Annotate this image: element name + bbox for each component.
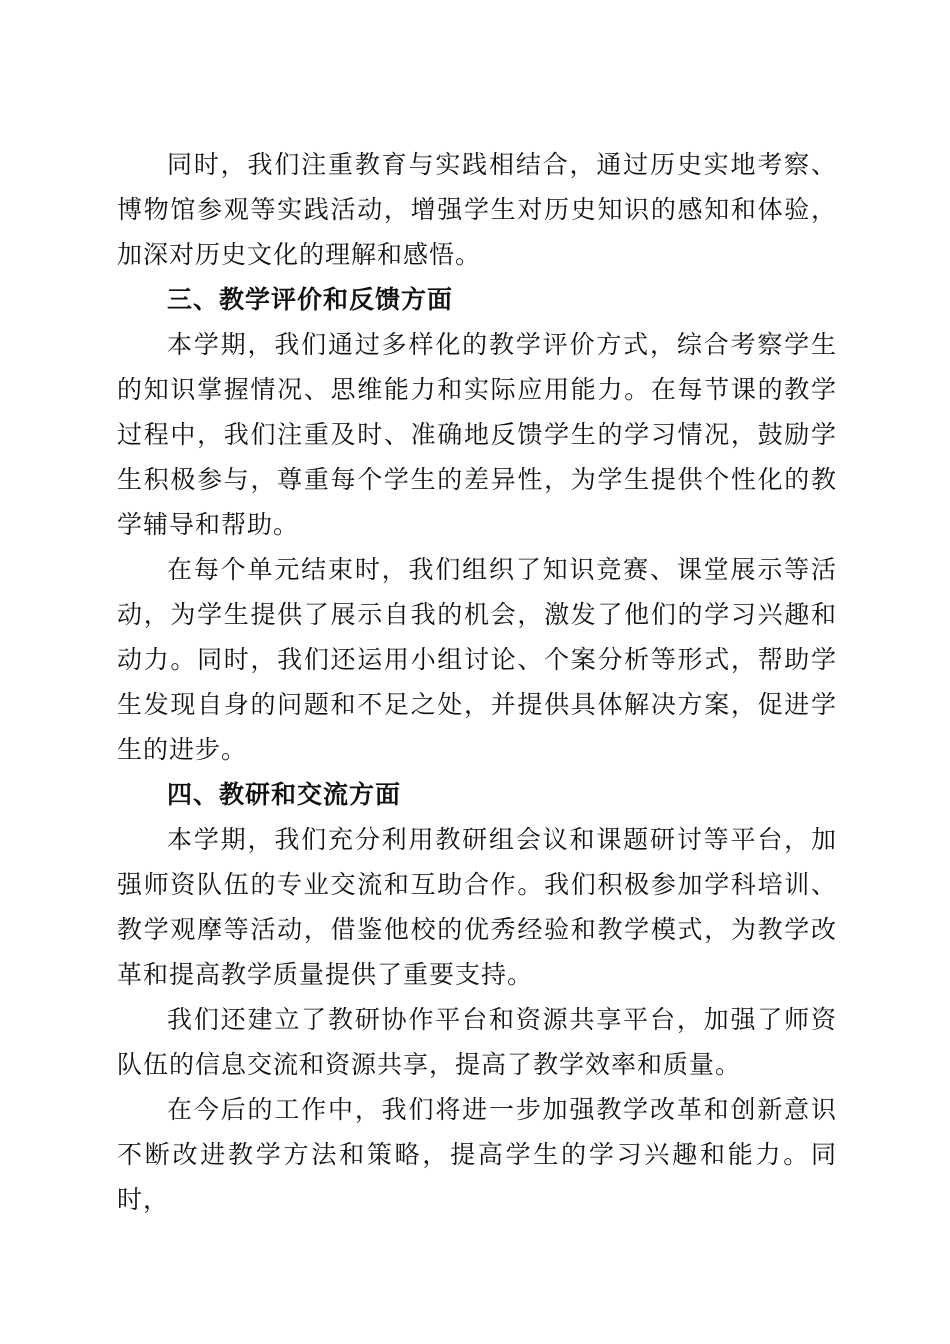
paragraph-practice-combination: 同时，我们注重教育与实践相结合，通过历史实地考察、博物馆参观等实践活动，增强学生对历史知识的感知和体验，加深对历史文化的理解和感悟。: [117, 150, 837, 269]
paragraph-evaluation-methods: 本学期，我们通过多样化的教学评价方式，综合考察学生的知识掌握情况、思维能力和实际应用能力。在每节课的教学过程中，我们注重及时、准确地反馈学生的学习情况，鼓励学生积极参与，尊重每个学生的差异性，为学生提供个性化的教学辅导和帮助。: [117, 330, 837, 539]
paragraph-unit-activities: 在每个单元结束时，我们组织了知识竞赛、课堂展示等活动，为学生提供了展示自我的机会，激发了他们的学习兴趣和动力。同时，我们还运用小组讨论、个案分析等形式，帮助学生发现自身的问题和不足之处，并提供具体解决方案，促进学生的进步。: [117, 555, 837, 764]
paragraph-future-work: 在今后的工作中，我们将进一步加强教学改革和创新意识不断改进教学方法和策略，提高学生的学习兴趣和能力。同时，: [117, 1095, 837, 1214]
paragraph-resource-sharing: 我们还建立了教研协作平台和资源共享平台，加强了师资队伍的信息交流和资源共享，提高了教学效率和质量。: [117, 1005, 837, 1079]
document-body: [117, 142, 837, 1222]
section-heading-research: 四、教研和交流方面: [167, 780, 402, 809]
section-heading-evaluation: 三、教学评价和反馈方面: [167, 285, 454, 314]
paragraph-research-platforms: 本学期，我们充分利用教研组会议和课题研讨等平台，加强师资队伍的专业交流和互助合作。我们积极参加学科培训、教学观摩等活动，借鉴他校的优秀经验和教学模式，为教学改革和提高教学质量提供了重要支持。: [117, 825, 837, 989]
